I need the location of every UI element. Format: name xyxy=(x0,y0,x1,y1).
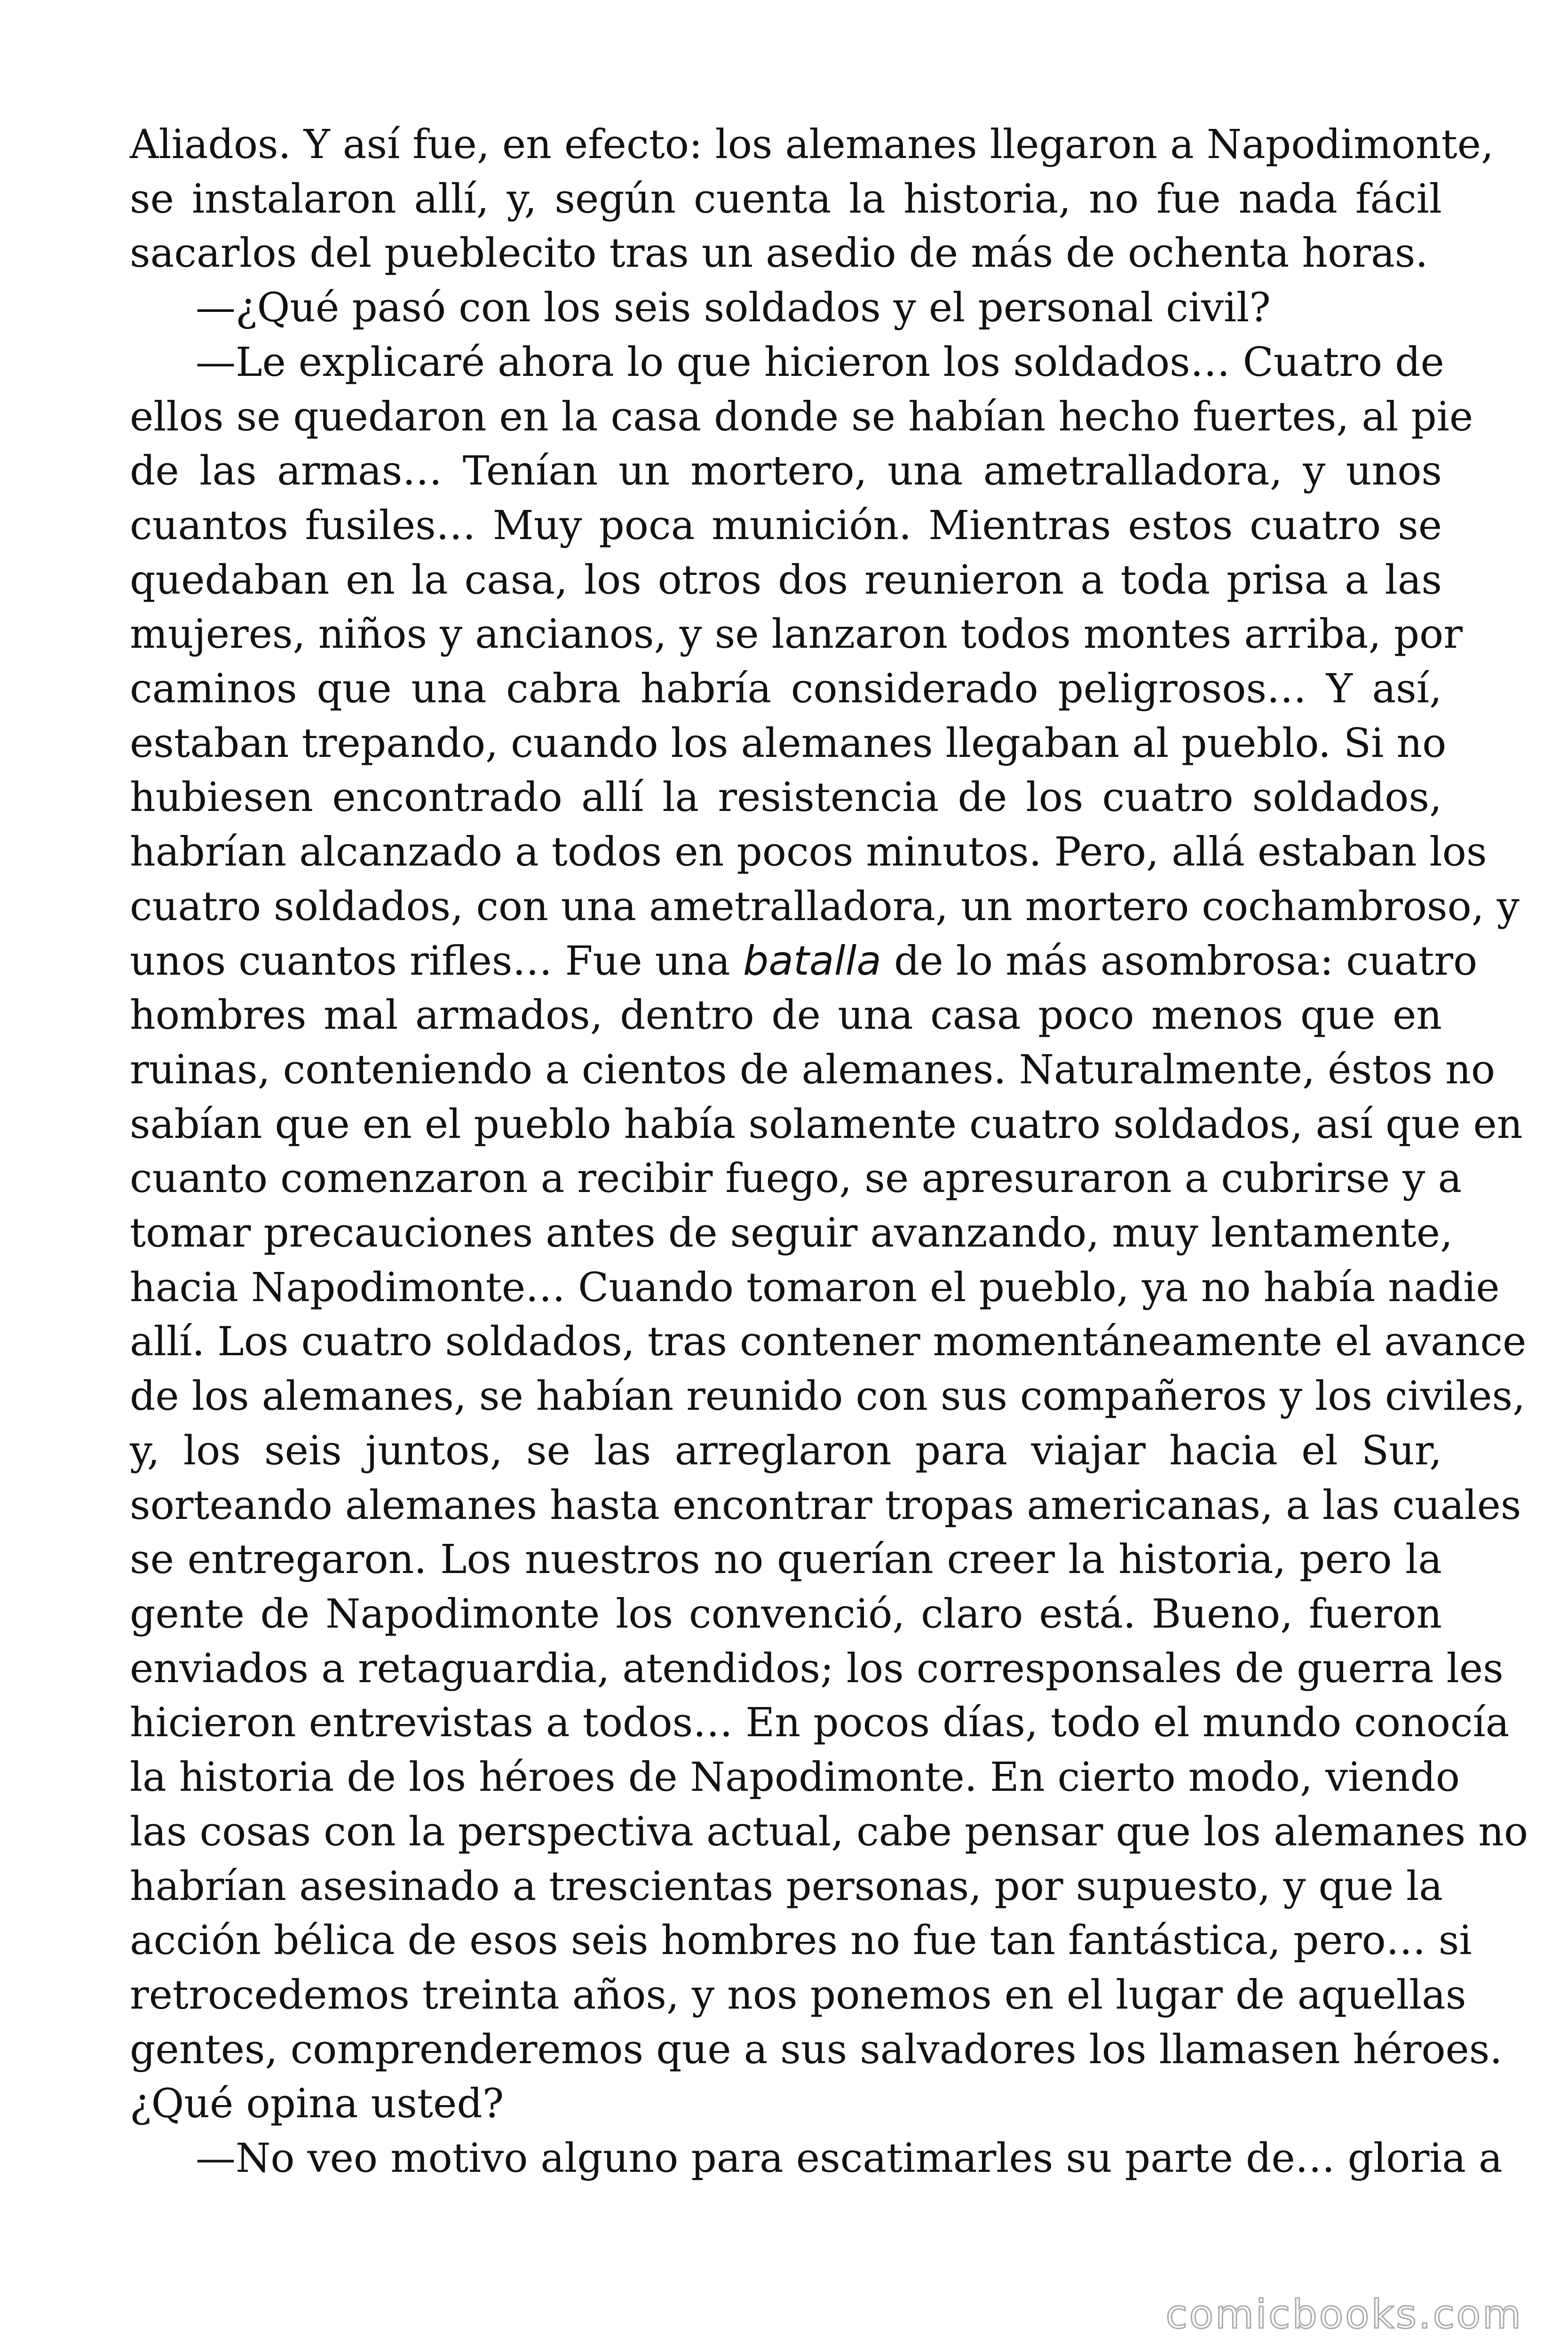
text-line: cuatro soldados, con una ametralladora, un mortero cochambroso, y xyxy=(130,883,1520,930)
text-fragment: unos cuantos rifles… Fue una xyxy=(130,938,743,985)
text-line: gentes, comprenderemos que a sus salvadores los llamasen héroes. xyxy=(130,2026,1503,2073)
text-line: —¿Qué pasó con los seis soldados y el personal civil? xyxy=(196,285,1271,332)
text-line: —Le explicaré ahora lo que hicieron los soldados… Cuatro de xyxy=(196,339,1444,386)
text-line: se entregaron. Los nuestros no querían creer la historia, pero la xyxy=(130,1536,1442,1583)
text-line: hubiesen encontrado allí la resistencia de los cuatro soldados, xyxy=(130,774,1442,821)
text-line: la historia de los héroes de Napodimonte. En cierto modo, viendo xyxy=(130,1754,1460,1801)
text-line: de las armas… Tenían un mortero, una ametralladora, y unos xyxy=(130,448,1442,495)
text-line: tomar precauciones antes de seguir avanzando, muy lentamente, xyxy=(130,1210,1453,1257)
text-line: se instalaron allí, y, según cuenta la historia, no fue nada fácil xyxy=(130,175,1442,222)
text-line: de los alemanes, se habían reunido con sus compañeros y los civiles, xyxy=(130,1373,1526,1420)
text-line: y, los seis juntos, se las arreglaron para viajar hacia el Sur, xyxy=(130,1427,1442,1474)
text-line: allí. Los cuatro soldados, tras contener momentáneamente el avance xyxy=(130,1319,1527,1366)
text-line: hombres mal armados, dentro de una casa poco menos que en xyxy=(130,992,1442,1039)
text-line: enviados a retaguardia, atendidos; los corresponsales de guerra les xyxy=(130,1645,1504,1692)
text-line: acción bélica de esos seis hombres no fue tan fantástica, pero… si xyxy=(130,1917,1472,1964)
watermark: comicbooks.com xyxy=(1165,2291,1523,2337)
text-line: ruinas, conteniendo a cientos de alemanes. Naturalmente, éstos no xyxy=(130,1046,1495,1093)
text-line: sabían que en el pueblo había solamente cuatro soldados, así que en xyxy=(130,1101,1523,1148)
text-line: mujeres, niños y ancianos, y se lanzaron todos montes arriba, por xyxy=(130,611,1463,658)
text-line: cuanto comenzaron a recibir fuego, se apresuraron a cubrirse y a xyxy=(130,1155,1462,1202)
text-line: Aliados. Y así fue, en efecto: los alemanes llegaron a Napodimonte, xyxy=(130,121,1494,168)
text-line xyxy=(130,934,1478,989)
text-line: quedaban en la casa, los otros dos reunieron a toda prisa a las xyxy=(130,556,1442,604)
text-line: las cosas con la perspectiva actual, cabe pensar que los alemanes no xyxy=(130,1808,1528,1855)
text-line: habrían alcanzado a todos en pocos minutos. Pero, allá estaban los xyxy=(130,829,1487,876)
text-line: caminos que una cabra habría considerado peligrosos… Y así, xyxy=(130,666,1442,713)
text-line: hacia Napodimonte… Cuando tomaron el pueblo, ya no había nadie xyxy=(130,1264,1500,1311)
text-line: hicieron entrevistas a todos… En pocos días, todo el mundo conocía xyxy=(130,1700,1510,1747)
text-line: ellos se quedaron en la casa donde se habían hecho fuertes, al pie xyxy=(130,393,1473,440)
text-line: sorteando alemanes hasta encontrar tropas americanas, a las cuales xyxy=(130,1482,1521,1529)
text-line: —No veo motivo alguno para escatimarles su parte de… gloria a xyxy=(196,2135,1503,2182)
text-line: estaban trepando, cuando los alemanes llegaban al pueblo. Si no xyxy=(130,720,1447,767)
body-text xyxy=(130,118,1528,2186)
text-line: gente de Napodimonte los convenció, claro está. Bueno, fueron xyxy=(130,1590,1442,1637)
text-fragment: de lo más asombrosa: cuatro xyxy=(881,938,1478,985)
text-line: habrían asesinado a trescientas personas, por supuesto, y que la xyxy=(130,1863,1443,1910)
text-line: cuantos fusiles… Muy poca munición. Mientras estos cuatro se xyxy=(130,502,1442,549)
text-line: ¿Qué opina usted? xyxy=(130,2081,504,2128)
emphasis-word: batalla xyxy=(743,937,881,985)
text-line: retrocedemos treinta años, y nos ponemos en el lugar de aquellas xyxy=(130,1971,1466,2018)
text-line: sacarlos del pueblecito tras un asedio de más de ochenta horas. xyxy=(130,230,1428,277)
